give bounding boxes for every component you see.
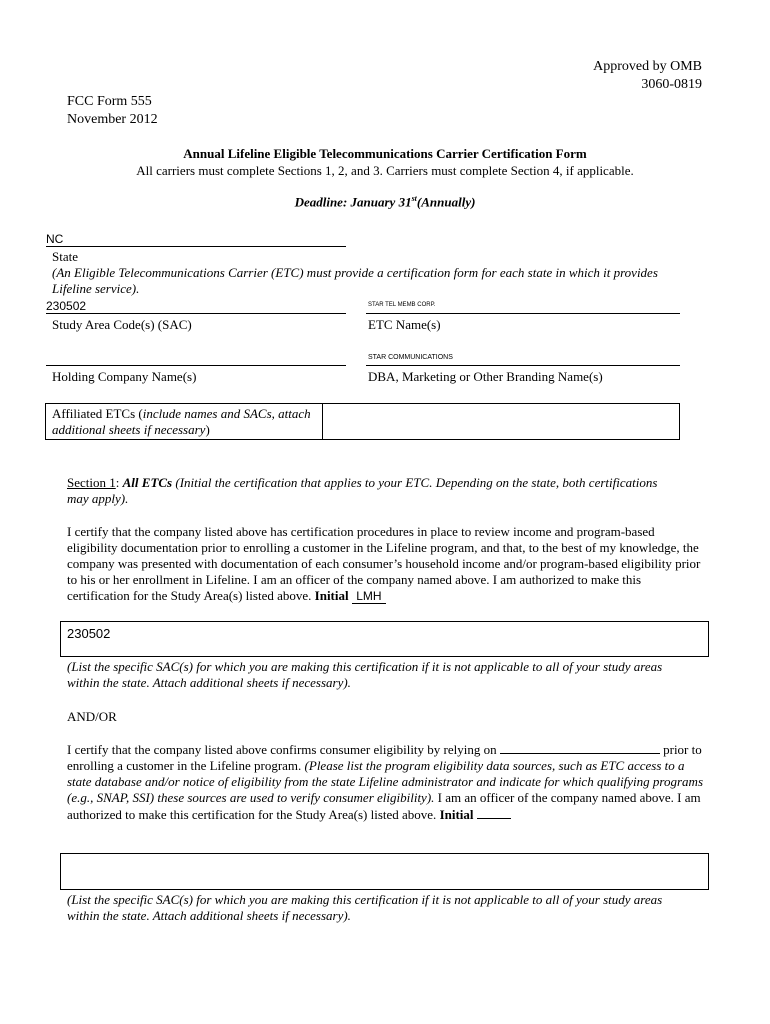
section1-heading [67, 475, 667, 507]
certification-2-end: I am an officer of the company named above. I am authorized to make this certification for the Study Area(s) listed above. [67, 790, 701, 822]
affiliated-label-plain: Affiliated ETCs ( [52, 406, 143, 421]
and-or: AND/OR [67, 709, 117, 724]
affiliated-etcs-divider [322, 403, 323, 440]
certification-1-text: I certify that the company listed above has certification procedures in place to review income and program-based eligibility documentation prior to enrolling a customer in the Lifeline program, and that, to the best of my knowledge, the company was presented with documentation of each consumer’s household income and/or program-based eligibility prior to his or her enrollment in Lifeline. I am an officer of the company named above. I am authorized to make this certification for the Study Area(s) listed above. [67, 524, 701, 603]
deadline-date: Deadline: January 31 [294, 194, 412, 210]
initial-2-field[interactable] [477, 806, 511, 819]
certification-2-italic: (Please list the program eligibility data sources, such as ETC access to a state database and/or notice of eligibility from the state Lifeline administrator and indicate for which qualifying programs (e.g., SNAP, SSI) these sources are used to verify consumer eligibility). [67, 758, 704, 805]
form-title-block [40, 145, 730, 179]
sac-label: Study Area Code(s) (SAC) [52, 317, 192, 332]
section1-all-etcs: All ETCs [122, 475, 173, 490]
state-underline [46, 246, 346, 247]
deadline-sup: st [411, 194, 417, 203]
sac-list-box-2[interactable] [60, 853, 709, 890]
data-source-field[interactable] [500, 741, 660, 754]
initial-1-field[interactable]: LMH [352, 590, 386, 604]
state-value[interactable]: NC [46, 232, 64, 246]
etc-name-underline [366, 313, 680, 314]
sac-list-note-2: (List the specific SAC(s) for which you are making this certification if it is not applicable to all of your study areas within the state. Attach additional sheets if necessary). [67, 892, 663, 923]
sac-list-note-1: (List the specific SAC(s) for which you are making this certification if it is not applicable to all of your study areas within the state. Attach additional sheets if necessary). [67, 659, 663, 690]
affiliated-label-close: ) [205, 422, 210, 437]
deadline [40, 194, 730, 210]
section1-colon: : [115, 475, 123, 490]
form-title: Annual Lifeline Eligible Telecommunications Carrier Certification Form [183, 146, 587, 161]
sac-underline [46, 313, 346, 314]
section1-instruction: (Initial the certification that applies to your ETC. Depending on the state, both certifications may apply). [67, 475, 658, 506]
initial-2-label: Initial [439, 807, 474, 822]
omb-approval [593, 58, 702, 94]
affiliated-etcs-table [45, 403, 680, 440]
etc-name-label: ETC Name(s) [368, 317, 441, 332]
dba-underline [366, 365, 680, 366]
omb-line-1: Approved by OMB [593, 59, 702, 74]
form-date: November 2012 [67, 112, 158, 127]
holding-label: Holding Company Name(s) [52, 369, 197, 384]
certification-2-start: I certify that the company listed above confirms consumer eligibility by relying on [67, 742, 497, 757]
certification-2-mid: prior to enrolling a customer in the Lifeline program. [67, 742, 702, 773]
omb-line-2: 3060-0819 [641, 77, 702, 92]
affiliated-etcs-label [52, 406, 318, 438]
affiliated-label-italic: include names and SACs, attach additional sheets if necessary [52, 406, 311, 437]
holding-underline [46, 365, 346, 366]
sac-value[interactable]: 230502 [46, 299, 87, 313]
form-name: FCC Form 555 [67, 94, 152, 109]
section1-title: Section 1 [67, 475, 116, 490]
form-subtitle: All carriers must complete Sections 1, 2, and 3. Carriers must complete Section 4, if applicable. [136, 163, 634, 178]
certification-2 [67, 741, 707, 823]
deadline-frequency: (Annually) [416, 194, 476, 210]
sac-list-box-1[interactable]: 230502 [60, 621, 709, 657]
certification-1 [67, 524, 707, 604]
state-label: State [52, 249, 78, 264]
initial-1-label: Initial [314, 588, 349, 603]
state-note: (An Eligible Telecommunications Carrier (ETC) must provide a certification form for each state in which it provides Lifeline service). [52, 265, 658, 296]
affiliated-etcs-input[interactable] [328, 408, 673, 436]
dba-label: DBA, Marketing or Other Branding Name(s) [368, 369, 603, 384]
form-id [67, 93, 158, 129]
dba-value[interactable]: STAR COMMUNICATIONS [368, 354, 453, 361]
etc-name-value[interactable]: STAR TEL MEMB CORP. [368, 302, 436, 308]
